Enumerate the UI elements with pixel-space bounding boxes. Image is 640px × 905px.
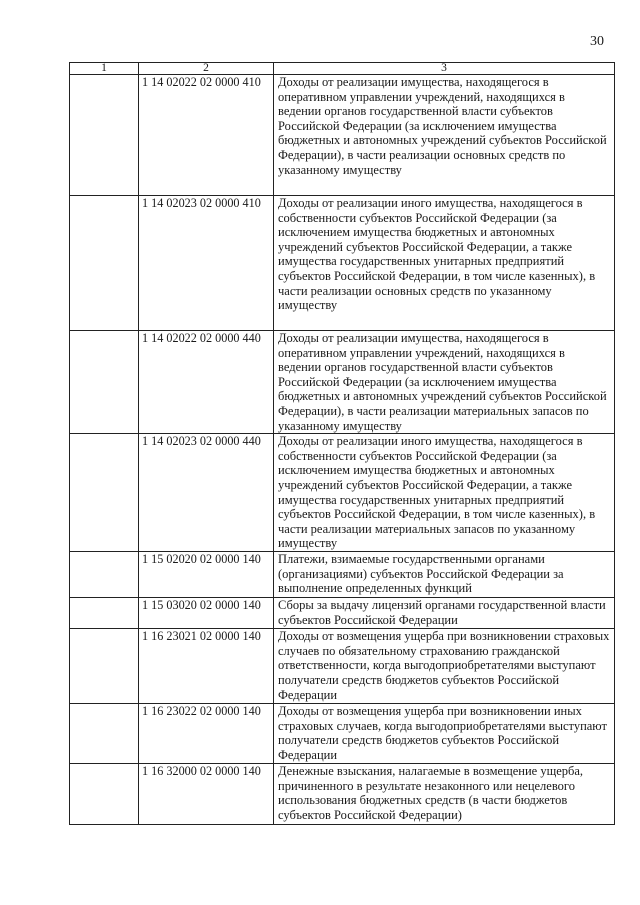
revenue-codes-table [69,62,615,825]
column-header-1: 1 [70,63,139,75]
revenue-code-cell: 1 14 02023 02 0000 410 [139,196,274,331]
table-row [70,764,615,825]
column-header-3: 3 [274,63,615,75]
page-number: 30 [590,34,604,49]
row-col1-cell [70,704,139,764]
table-row [70,196,615,331]
table-row [70,552,615,598]
table-row [70,598,615,629]
row-col1-cell [70,598,139,629]
revenue-description-cell: Доходы от реализации иного имущества, находящегося в собственности субъектов Российской Федерации (за исключением имущества бюджетных и автономных учреждений субъектов Российской Федерации, а также имущества государственных унитарных предприятий субъектов Российской Федерации, в том числе казенных), в части реализации основных средств по указанному имуществу [274,196,615,331]
revenue-code-cell: 1 16 32000 02 0000 140 [139,764,274,825]
revenue-description-cell: Денежные взыскания, налагаемые в возмещение ущерба, причиненного в результате незаконного или нецелевого использования бюджетных средств (в части бюджетов субъектов Российской Федерации) [274,764,615,825]
row-col1-cell [70,552,139,598]
revenue-code-cell: 1 14 02022 02 0000 410 [139,75,274,196]
revenue-code-cell: 1 15 02020 02 0000 140 [139,552,274,598]
revenue-code-cell: 1 16 23022 02 0000 140 [139,704,274,764]
revenue-code-cell: 1 14 02022 02 0000 440 [139,331,274,434]
revenue-code-cell: 1 14 02023 02 0000 440 [139,434,274,552]
row-col1-cell [70,764,139,825]
revenue-description-cell: Доходы от возмещения ущерба при возникновении страховых случаев по обязательному страхованию гражданской ответственности, когда выгодоприобретателями выступают получатели средств бюджетов субъектов Российской Федерации [274,629,615,704]
column-header-2: 2 [139,63,274,75]
revenue-description-cell: Доходы от возмещения ущерба при возникновении иных страховых случаев, когда выгодоприобретателями выступают получатели средств бюджетов субъектов Российской Федерации [274,704,615,764]
table-row [70,331,615,434]
revenue-description-cell: Доходы от реализации имущества, находящегося в оперативном управлении учреждений, находящихся в ведении органов государственной власти субъектов Российской Федерации (за исключением имущества бюджетных и автономных учреждений субъектов Российской Федерации), в части реализации основных средств по указанному имуществу [274,75,615,196]
table-row [70,75,615,196]
revenue-description-cell: Доходы от реализации иного имущества, находящегося в собственности субъектов Российской Федерации (за исключением имущества бюджетных и автономных учреждений субъектов Российской Федерации, а также имущества государственных унитарных предприятий субъектов Российской Федерации, в том числе казенных), в части реализации материальных запасов по указанному имуществу [274,434,615,552]
revenue-description-cell: Доходы от реализации имущества, находящегося в оперативном управлении учреждений, находящихся в ведении органов государственной власти субъектов Российской Федерации (за исключением имущества бюджетных и автономных учреждений субъектов Российской Федерации), в части реализации материальных запасов по указанному имуществу [274,331,615,434]
row-col1-cell [70,331,139,434]
table-row [70,629,615,704]
revenue-code-cell: 1 15 03020 02 0000 140 [139,598,274,629]
table-row [70,434,615,552]
revenue-description-cell: Сборы за выдачу лицензий органами государственной власти субъектов Российской Федерации [274,598,615,629]
revenue-code-cell: 1 16 23021 02 0000 140 [139,629,274,704]
table-header-row [70,63,615,75]
revenue-description-cell: Платежи, взимаемые государственными органами (организациями) субъектов Российской Федерации за выполнение определенных функций [274,552,615,598]
row-col1-cell [70,75,139,196]
row-col1-cell [70,196,139,331]
row-col1-cell [70,434,139,552]
table-body [70,75,615,825]
table-row [70,704,615,764]
row-col1-cell [70,629,139,704]
